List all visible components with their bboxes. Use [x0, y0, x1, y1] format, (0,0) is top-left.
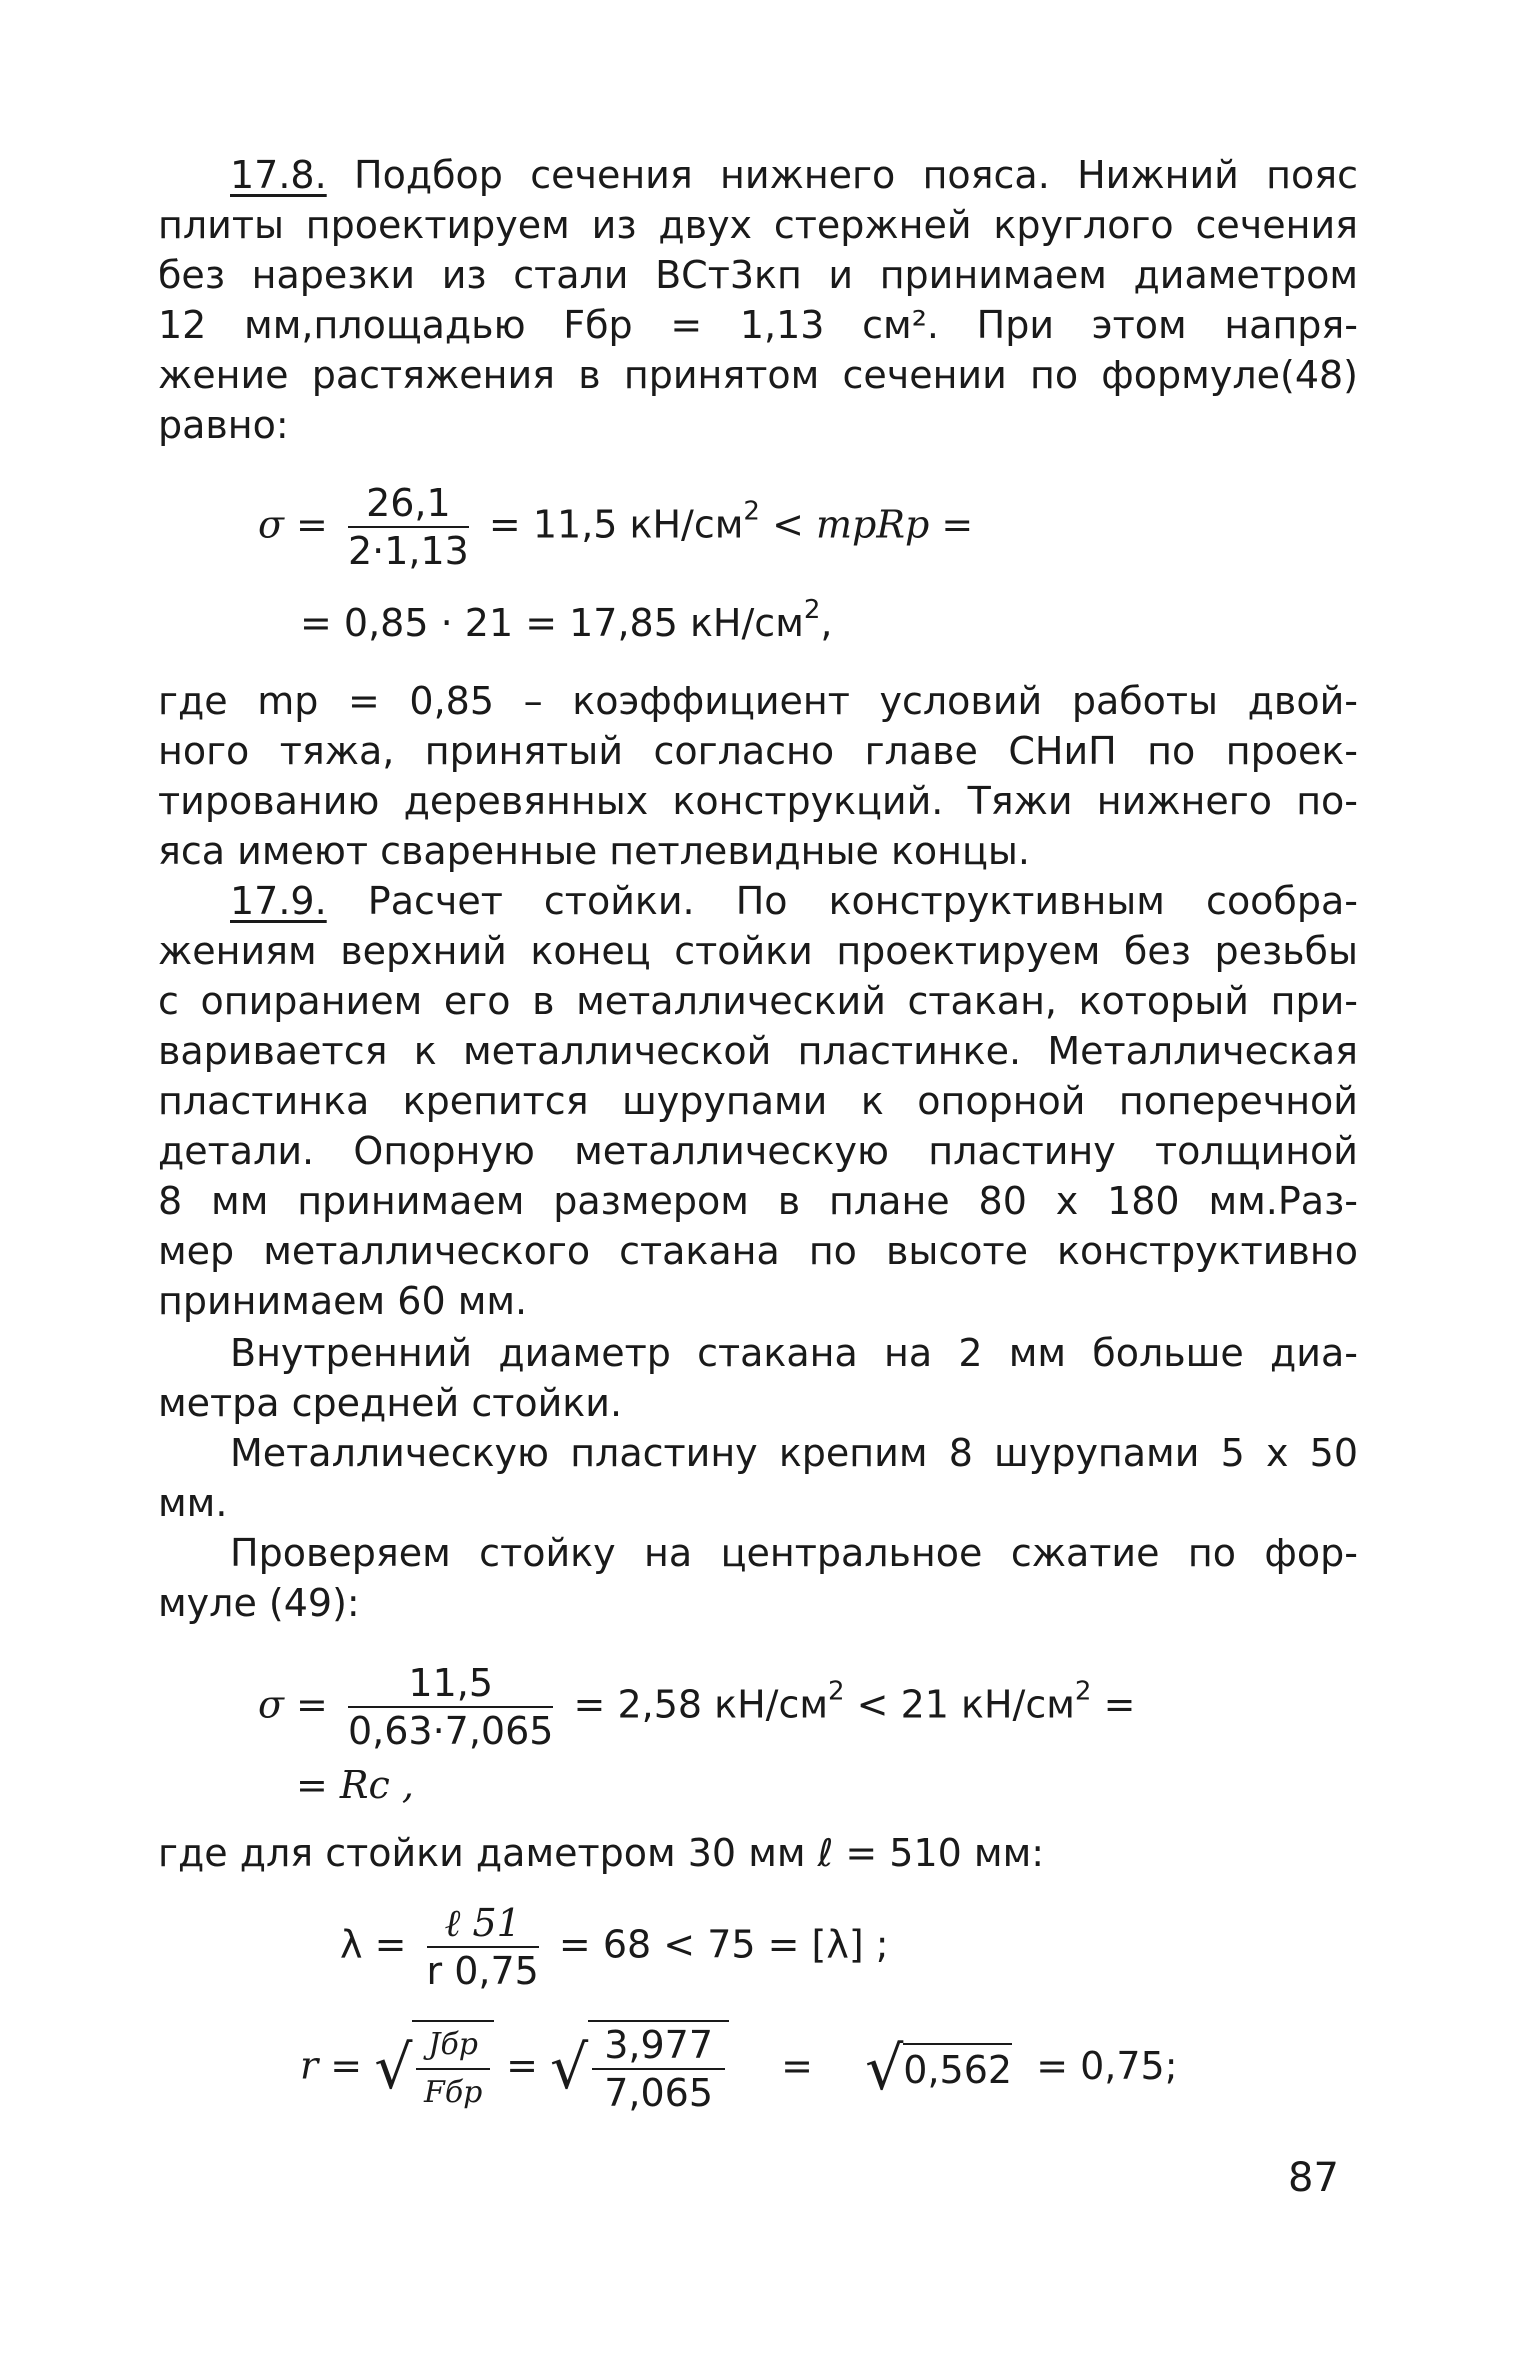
text-line: 12 мм,площадью Fбр = 1,13 см². При этом напря- [158, 303, 1358, 347]
formula-radius-gyration: r = √ $\frac{\text{Jбр}}{\text{Fбр}}$ = √ $\frac{3,977}{7,065}$ = √0,562 = 0,75; [300, 2020, 1178, 2116]
text-line: яса имеют сваренные петлевидные концы. [158, 829, 1030, 873]
fraction: $\frac{\text{ℓ 51}}{r 0,75}$ [426, 1901, 539, 1993]
text-line: детали. Опорную металлическую пластину толщиной [158, 1129, 1358, 1173]
square-root: √ $\frac{\text{Jбр}}{\text{Fбр}}$ [374, 2020, 494, 2116]
paragraph-plate-screws [158, 1428, 1358, 1528]
square-root: √ $\frac{3,977}{7,065}$ [550, 2020, 729, 2116]
paragraph-17-8 [158, 150, 1358, 450]
text-line: 17.9. Расчет стойки. По конструктивным сообра- [230, 879, 1358, 923]
formula-compression-stress: σ = $\frac{11,5}{0,63\cdot 7,065}$ = 2,58 $кН/см^2 < 21$ $кН/см^2$ = [258, 1661, 1136, 1753]
paragraph-column-length [158, 1828, 1358, 1878]
paragraph-coefficient [158, 676, 1358, 876]
formula-compression-line2: = Rс , [296, 1763, 414, 1807]
text-line: варивается к металлической пластинке. Металлическая [158, 1029, 1358, 1073]
text-line: тированию деревянных конструкций. Тяжи нижнего по- [158, 779, 1358, 823]
text-line: жение растяжения в принятом сечении по формуле(48) [158, 353, 1358, 397]
square-root: √0,562 [865, 2033, 1013, 2104]
text-line: пластинка крепится шурупами к опорной поперечной [158, 1079, 1358, 1123]
fraction: $\frac{26,1}{2\cdot 1,13}$ [347, 481, 469, 573]
paragraph-inner-diameter [158, 1328, 1358, 1428]
page-number: 87 [1288, 2155, 1339, 2201]
text-line: где для стойки даметром 30 мм ℓ = 510 мм: [158, 1831, 1045, 1875]
text-line: Проверяем стойку на центральное сжатие по фор- [230, 1531, 1358, 1575]
text-line: метра средней стойки. [158, 1381, 623, 1425]
formula-tension-stress-line2: = 0,85 · 21 = 17,85 $кН/см^2$, [300, 595, 833, 645]
text-line: жениям верхний конец стойки проектируем без резьбы [158, 929, 1358, 973]
section-number: 17.9. [230, 879, 327, 923]
text-line: 17.8. Подбор сечения нижнего пояса. Нижний пояс [230, 153, 1358, 197]
text-line: принимаем 60 мм. [158, 1279, 528, 1323]
section-number: 17.8. [230, 153, 327, 197]
text-line: где mр = 0,85 – коэффициент условий работы двой- [158, 679, 1358, 723]
formula-slenderness: λ = $\frac{\text{ℓ 51}}{r 0,75}$ = 68 < 75 = [λ] ; [340, 1901, 889, 1993]
text-line: 8 мм принимаем размером в плане 80 х 180 мм.Раз- [158, 1179, 1358, 1223]
formula-tension-stress: σ = $\frac{26,1}{2\cdot 1,13}$ = 11,5 $кН/см^2$ < mрRр = [258, 481, 974, 573]
text-line: плиты проектируем из двух стержней круглого сечения [158, 203, 1358, 247]
text-line: муле (49): [158, 1581, 360, 1625]
fraction: $\frac{11,5}{0,63\cdot 7,065}$ [347, 1661, 554, 1753]
text-line: с опиранием его в металлический стакан, который при- [158, 979, 1358, 1023]
text-line: мм. [158, 1481, 228, 1525]
text-line: мер металлического стакана по высоте конструктивно [158, 1229, 1358, 1273]
text-line: равно: [158, 403, 289, 447]
paragraph-17-9 [158, 876, 1358, 1326]
text-line: без нарезки из стали ВСт3кп и принимаем диаметром [158, 253, 1358, 297]
text-line: Внутренний диаметр стакана на 2 мм больше диа- [230, 1331, 1358, 1375]
text-line: ного тяжа, принятый согласно главе СНиП по проек- [158, 729, 1358, 773]
text-line: Металлическую пластину крепим 8 шурупами 5 х 50 [230, 1431, 1358, 1475]
paragraph-check-column [158, 1528, 1358, 1628]
